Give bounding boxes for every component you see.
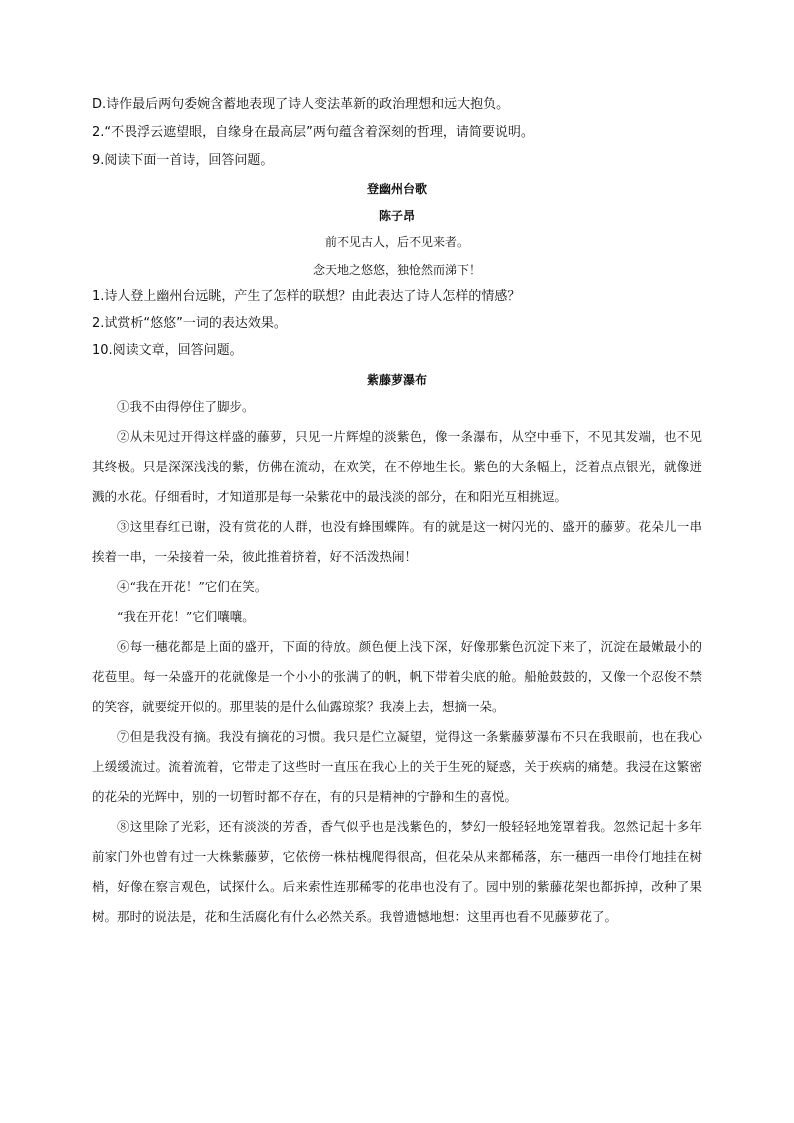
poem-title: 登幽州台歌 bbox=[366, 182, 427, 196]
essay-paragraph-8: ⑧这里除了光彩，还有淡淡的芳香，香气似乎也是浅紫色的，梦幻一般轻轻地笼罩着我。忽然记起十多年前家门外也曾有过一大株紫藤萝，它依傍一株枯槐爬得很高，但花朵从来都稀落，东一穗西一串伶仃地挂在树梢，好像在察言观色，试探什么。后来索性连那稀零的花串也没有了。园中别的紫藤花架也都拆掉，改种了果树。那时的说法是，花和生活腐化有什么必然关系。我曾遗憾地想：这里再也看不见藤萝花了。 bbox=[92, 819, 702, 924]
essay-body bbox=[92, 392, 702, 932]
essay-paragraph-2: ②从未见过开得这样盛的藤萝，只见一片辉煌的淡紫色，像一条瀑布，从空中垂下，不见其发端，也不见其终极。只是深深浅浅的紫，仿佛在流动，在欢笑，在不停地生长。紫色的大条幅上，泛着点点银光，就像迸溅的水花。仔细看时，才知道那是每一朵紫花中的最浅淡的部分，在和阳光互相挑逗。 bbox=[92, 429, 702, 504]
question-9-intro: 9.阅读下面一首诗，回答问题。 bbox=[92, 153, 274, 168]
question-10-intro: 10.阅读文章，回答问题。 bbox=[92, 343, 243, 358]
question-9-1: 1.诗人登上幽州台远眺，产生了怎样的联想？由此表达了诗人怎样的情感？ bbox=[92, 289, 521, 304]
essay-paragraph-6: ⑥每一穗花都是上面的盛开，下面的待放。颜色便上浅下深，好像那紫色沉淀下来了，沉淀在最嫩最小的花苞里。每一朵盛开的花就像是一个小小的张满了的帆，帆下带着尖底的舱。船舱鼓鼓的，又像一个忍俊不禁的笑容，就要绽开似的。那里装的是什么仙露琼浆？我凑上去，想摘一朵。 bbox=[92, 639, 702, 714]
essay-paragraph-4: ④“我在开花！”它们在笑。 bbox=[117, 579, 268, 594]
question-8-2: 2.“不畏浮云遮望眼，自缘身在最高层”两句蕴含着深刻的哲理，请简要说明。 bbox=[92, 125, 534, 140]
poem-line-1: 前不见古人，后不见来者。 bbox=[324, 235, 469, 249]
poem-author: 陈子昂 bbox=[378, 209, 415, 223]
question-9-2: 2.试赏析“悠悠”一词的表达效果。 bbox=[92, 316, 287, 331]
essay-paragraph-7: ⑦但是我没有摘。我没有摘花的习惯。我只是伫立凝望，觉得这一条紫藤萝瀑布不只在我眼前，也在我心上缓缓流过。流着流着，它带走了这些时一直压在我心上的关于生死的疑惑，关于疾病的痛楚。我浸在这繁密的花朵的光辉中，别的一切暂时都不存在，有的只是精神的宁静和生的喜悦。 bbox=[92, 729, 702, 804]
question-option-d: D.诗作最后两句委婉含蓄地表现了诗人变法革新的政治理想和远大抱负。 bbox=[92, 97, 510, 112]
essay-paragraph-3: ③这里春红已谢，没有赏花的人群，也没有蜂围蝶阵。有的就是这一树闪光的、盛开的藤萝。花朵儿一串挨着一串，一朵接着一朵，彼此推着挤着，好不活泼热闹！ bbox=[92, 519, 702, 564]
poem-line-2: 念天地之悠悠，独怆然而涕下！ bbox=[312, 263, 481, 277]
essay-paragraph-1: ①我不由得停住了脚步。 bbox=[117, 399, 255, 414]
essay-title: 紫藤萝瀑布 bbox=[366, 373, 427, 387]
essay-paragraph-5: “我在开花！”它们嚷嚷。 bbox=[117, 609, 255, 624]
